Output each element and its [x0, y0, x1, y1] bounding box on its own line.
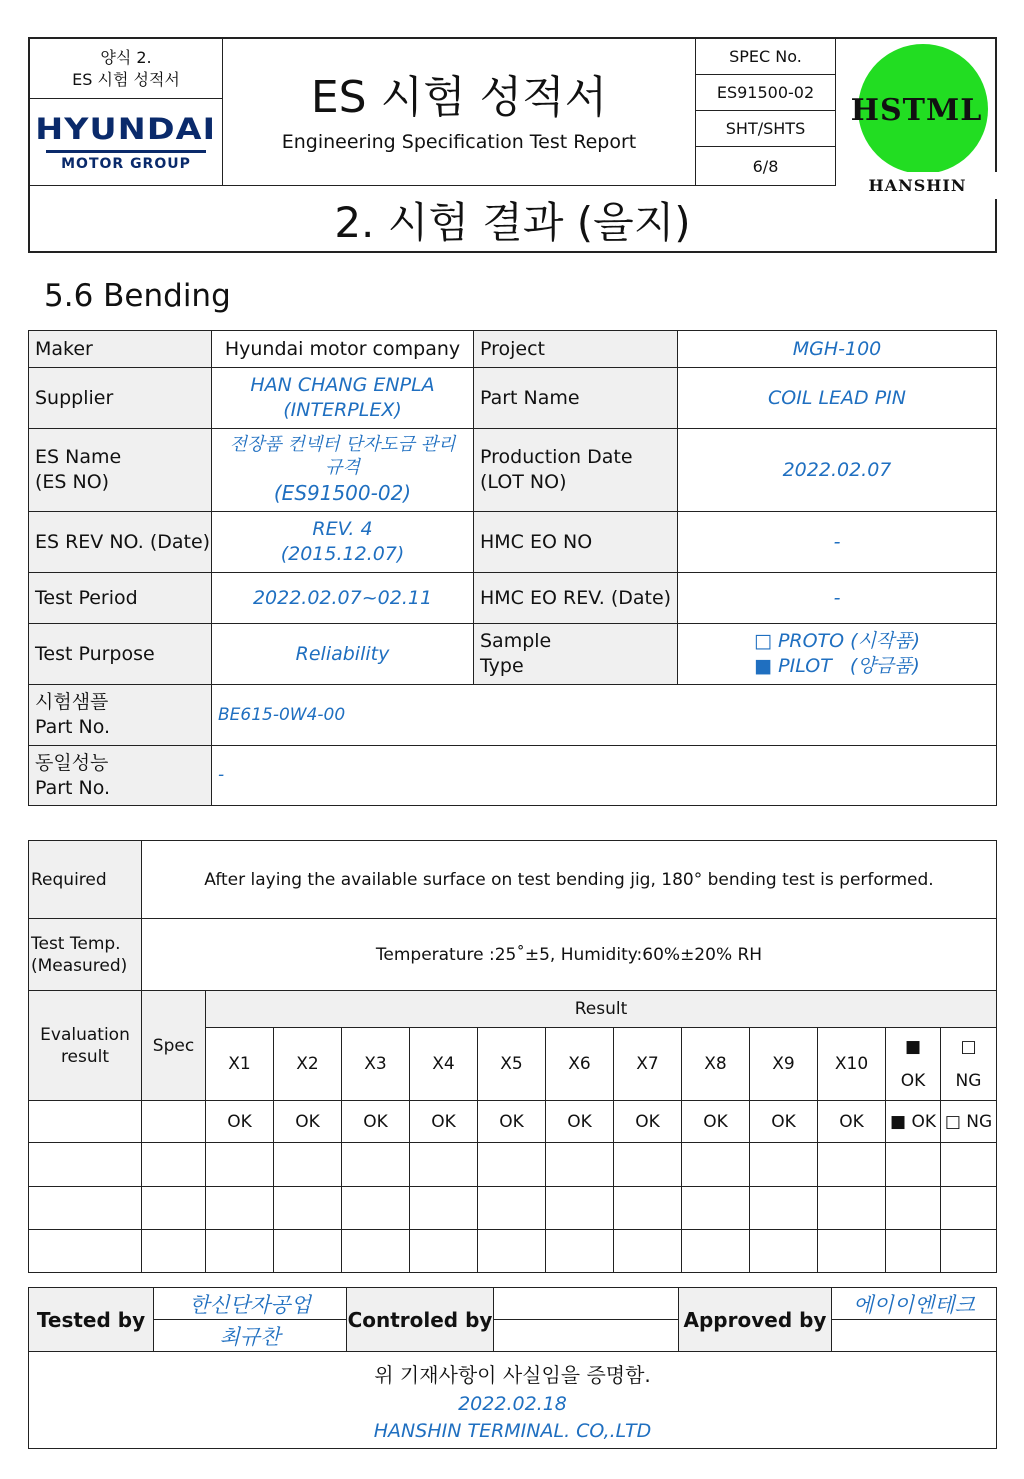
certify-date: 2022.02.18 — [458, 1392, 567, 1415]
sheet-label: SHT/SHTS — [696, 111, 835, 147]
result-column-header: X6 — [545, 1027, 614, 1101]
certification-block — [28, 1351, 997, 1449]
result-column-header: X10 — [817, 1027, 886, 1101]
ng-checkbox: □ — [960, 1037, 977, 1057]
title-block — [223, 39, 696, 185]
hyundai-logo-sub: MOTOR GROUP — [61, 156, 191, 172]
es-name-value: 전장품 컨넥터 단자도금 관리 규격 (ES91500-02) — [211, 428, 474, 512]
ok-header-label: OK — [900, 1071, 926, 1091]
result-cell — [477, 1229, 546, 1273]
result-cell — [749, 1229, 818, 1273]
result-cell — [477, 1142, 546, 1187]
result-cell: OK — [613, 1100, 682, 1143]
result-cell — [749, 1142, 818, 1187]
hyundai-logo-bar — [46, 150, 206, 153]
result-ng-cell — [940, 1186, 997, 1230]
result-ok-cell — [885, 1229, 941, 1273]
form-number: 양식 2. — [100, 47, 152, 67]
result-column-header: X5 — [477, 1027, 546, 1101]
supplier-label: Supplier — [28, 367, 212, 429]
es-rev-value: REV. 4 (2015.12.07) — [211, 511, 474, 573]
result-cell — [749, 1186, 818, 1230]
form-info — [30, 39, 223, 99]
result-ok-cell: ■ OK — [885, 1100, 941, 1143]
result-cell — [817, 1142, 886, 1187]
test-temp-text: Temperature :25˚±5, Humidity:60%±20% RH — [141, 918, 997, 991]
result-cell — [613, 1229, 682, 1273]
result-cell — [205, 1229, 274, 1273]
page-subtitle: Engineering Specification Test Report — [281, 131, 637, 153]
result-ok-cell — [885, 1142, 941, 1187]
controlled-by-bottom — [493, 1319, 679, 1352]
spec-label: Spec — [141, 990, 206, 1101]
result-column-header: X9 — [749, 1027, 818, 1101]
result-cell: OK — [545, 1100, 614, 1143]
result-column-header: X4 — [409, 1027, 478, 1101]
sample-type-value — [677, 623, 997, 685]
result-cell — [409, 1186, 478, 1230]
section-title: 2. 시험 결과 (을지) — [334, 197, 691, 247]
required-text: After laying the available surface on test bending jig, 180° bending test is performed. — [141, 840, 997, 919]
result-column-header: X1 — [205, 1027, 274, 1101]
result-cell: OK — [273, 1100, 342, 1143]
part-name-value: COIL LEAD PIN — [677, 367, 997, 429]
test-temp-label: Test Temp. (Measured) — [28, 918, 142, 991]
result-cell — [477, 1186, 546, 1230]
result-column-header: X8 — [681, 1027, 750, 1101]
hyundai-logo — [30, 99, 223, 185]
test-purpose-value: Reliability — [211, 623, 474, 685]
sheet-value: 6/8 — [752, 156, 779, 176]
hmc-eo-rev-value: - — [677, 572, 997, 624]
result-cell — [205, 1142, 274, 1187]
result-row-label — [28, 1186, 142, 1230]
es-name-label: ES Name (ES NO) — [28, 428, 212, 512]
same-perf-label: 동일성능 Part No. — [28, 745, 212, 806]
result-ok-cell — [885, 1186, 941, 1230]
result-cell — [409, 1142, 478, 1187]
same-perf-value: - — [211, 745, 997, 806]
result-cell — [681, 1142, 750, 1187]
test-purpose-label: Test Purpose — [28, 623, 212, 685]
result-cell: OK — [341, 1100, 410, 1143]
spec-column — [696, 39, 836, 185]
approved-by-bottom — [831, 1319, 997, 1352]
result-cell — [613, 1142, 682, 1187]
hanshin-text: HANSHIN — [868, 176, 967, 195]
result-row-spec — [141, 1186, 206, 1230]
result-cell — [205, 1186, 274, 1230]
spec-no-label: SPEC No. — [696, 39, 835, 75]
project-label: Project — [473, 330, 678, 368]
result-cell — [273, 1186, 342, 1230]
sample-option-proto: □ PROTO (시작품) — [753, 630, 921, 652]
certify-text: 위 기재사항이 사실임을 증명함. — [374, 1362, 651, 1387]
result-label: Result — [205, 990, 997, 1028]
sample-part-label: 시험샘플 Part No. — [28, 684, 212, 746]
controlled-by-top — [493, 1287, 679, 1320]
result-row-spec — [141, 1142, 206, 1187]
result-row-spec — [141, 1100, 206, 1143]
result-row-label — [28, 1100, 142, 1143]
result-cell — [681, 1229, 750, 1273]
result-cell: OK — [749, 1100, 818, 1143]
result-cell: OK — [681, 1100, 750, 1143]
result-cell — [409, 1229, 478, 1273]
ok-checkbox: ■ — [904, 1037, 922, 1057]
tested-by-person: 최규찬 — [153, 1319, 347, 1352]
sample-part-value: BE615-0W4-00 — [211, 684, 997, 746]
result-ng-cell — [940, 1229, 997, 1273]
result-ng-cell: □ NG — [940, 1100, 997, 1143]
tested-by-company: 한신단자공업 — [153, 1287, 347, 1320]
required-label: Required — [28, 840, 142, 919]
result-cell — [545, 1186, 614, 1230]
result-column-header: X7 — [613, 1027, 682, 1101]
ng-header-label: NG — [955, 1071, 982, 1091]
result-cell — [341, 1142, 410, 1187]
part-name-label: Part Name — [473, 367, 678, 429]
sample-type-label: Sample Type — [473, 623, 678, 685]
result-column-header: X3 — [341, 1027, 410, 1101]
hmc-eo-rev-label: HMC EO REV. (Date) — [473, 572, 678, 624]
ng-column-header — [940, 1027, 997, 1101]
es-rev-label: ES REV NO. (Date) — [28, 511, 212, 573]
result-cell: OK — [409, 1100, 478, 1143]
sample-option-pilot: ■ PILOT (양금품) — [754, 655, 920, 677]
result-cell — [341, 1186, 410, 1230]
approved-by-label: Approved by — [678, 1287, 832, 1352]
hyundai-logo-word: HYUNDAI — [35, 112, 217, 146]
test-period-label: Test Period — [28, 572, 212, 624]
result-cell: OK — [205, 1100, 274, 1143]
hstml-logo — [836, 39, 997, 185]
project-value: MGH-100 — [677, 330, 997, 368]
result-row-label — [28, 1229, 142, 1273]
maker-value: Hyundai motor company — [211, 330, 474, 368]
result-cell — [273, 1229, 342, 1273]
result-cell — [817, 1186, 886, 1230]
form-name: ES 시험 성적서 — [72, 69, 180, 89]
spec-no-value: ES91500-02 — [696, 75, 835, 111]
tested-by-label: Tested by — [28, 1287, 154, 1352]
result-cell — [545, 1229, 614, 1273]
evaluation-label: Evaluation result — [28, 990, 142, 1101]
production-date-label: Production Date (LOT NO) — [473, 428, 678, 512]
maker-label: Maker — [28, 330, 212, 368]
result-cell: OK — [817, 1100, 886, 1143]
result-cell — [341, 1229, 410, 1273]
production-date-value: 2022.02.07 — [677, 428, 997, 512]
result-cell — [817, 1229, 886, 1273]
page-title: ES 시험 성적서 — [310, 72, 608, 123]
subsection-title: 5.6 Bending — [44, 278, 231, 314]
hmc-eo-label: HMC EO NO — [473, 511, 678, 573]
hstml-logo-text: HSTML — [850, 92, 983, 128]
result-column-header: X2 — [273, 1027, 342, 1101]
certify-company: HANSHIN TERMINAL. CO,.LTD — [373, 1419, 652, 1442]
result-cell — [613, 1186, 682, 1230]
result-cell — [545, 1142, 614, 1187]
result-ng-cell — [940, 1142, 997, 1187]
result-row-spec — [141, 1229, 206, 1273]
report-header — [28, 37, 997, 253]
controlled-by-label: Controled by — [346, 1287, 494, 1352]
approved-by-company: 에이이엔테크 — [831, 1287, 997, 1320]
hmc-eo-value: - — [677, 511, 997, 573]
test-period-value: 2022.02.07~02.11 — [211, 572, 474, 624]
result-row-label — [28, 1142, 142, 1187]
supplier-value: HAN CHANG ENPLA (INTERPLEX) — [211, 367, 474, 429]
result-cell — [681, 1186, 750, 1230]
ok-column-header — [885, 1027, 941, 1101]
result-cell: OK — [477, 1100, 546, 1143]
result-cell — [273, 1142, 342, 1187]
